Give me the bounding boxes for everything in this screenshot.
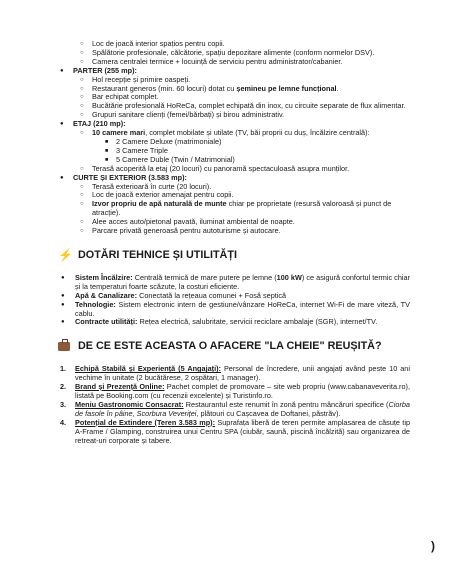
briefcase-icon	[58, 341, 72, 353]
text: Centrală termică de mare putere pe lemne (	[132, 272, 277, 282]
document-content	[58, 40, 410, 446]
section-heading-turnkey	[58, 340, 410, 353]
numbered-item	[58, 383, 410, 401]
text: Conectată la rețeaua comunei + Fosă septică	[137, 290, 287, 300]
item-number: 4.	[60, 417, 67, 427]
item-number: 1.	[60, 364, 67, 374]
sub-list-item: ■ 5 Camere Duble (Twin / Matrimonial)	[58, 156, 410, 165]
text: Rețea electrică, salubritate, servicii reciclare ambalaje (SGR), internet/TV.	[137, 317, 378, 327]
item-label: Tehnologie:	[75, 299, 116, 309]
list-item: ○ Bar echipat complet.	[58, 93, 410, 102]
list-item	[58, 318, 410, 327]
text: Personal de încredere, unii angajați având peste 10 ani vechime în unitate (2 bucătărese, 2 ospătari, 1 manager).	[75, 364, 410, 383]
utilities-list	[58, 274, 410, 327]
top-list	[58, 40, 410, 67]
item-label: Sistem Încălzire:	[75, 272, 133, 282]
heading-text: DOTĂRI TEHNICE ȘI UTILITĂȚI	[78, 248, 237, 261]
text: , plătouri cu Cașcavea de Doftanei, păstrăv).	[196, 408, 341, 418]
list-item: ○ Hol recepție și primire oaspeți.	[58, 76, 410, 85]
list-item: ○ Alee acces auto/pietonal pavată, iluminat ambiental de noapte.	[58, 218, 410, 227]
parter-list	[58, 67, 410, 120]
list-item: ○ Terasă acoperită la etaj (20 locuri) cu panoramă spectaculoasă asupra munților.	[58, 165, 410, 174]
italic-text: Ciorba de fasole în pâine, Scorbura Veveriței	[75, 400, 410, 418]
text: Suprafața liberă de teren permite amplasarea de căsuțe tip A-Frame / Glamping, construirea unui Centru SPA (ciubăr, saună, piscină încălzită) sau organizarea de retreat-uri corporate și tabere.	[75, 417, 411, 445]
item-label: Contracte utilități:	[75, 317, 138, 327]
bold-text: șemineu pe lemne funcțional	[236, 83, 337, 93]
text: .	[336, 83, 339, 93]
list-item	[58, 274, 410, 292]
text: Pachet complet de promovare – site web propriu (www.cabanaveverita.ro), listată pe Booking.com (cu recenzii excelente) și Turistinfo.ro.	[75, 382, 410, 401]
sub-list-item: ■ 3 Camere Triple	[58, 147, 410, 156]
item-label: Echipă Stabilă și Experiență (5 Angajați):	[75, 364, 221, 374]
etaj-title: ● ETAJ (210 mp):	[58, 120, 410, 129]
item-number: 3.	[60, 400, 67, 409]
text: Sistem electronic intern de gestiune/vânzare HoReCa, internet Wi-Fi de mare viteză, TV cablu.	[75, 299, 410, 318]
item-label: Potențial de Extindere (Teren 3.583 mp):	[75, 417, 216, 427]
parter-title: ● PARTER (255 mp):	[58, 67, 410, 76]
list-item: ○ Terasă exterioară în curte (20 locuri).	[58, 183, 410, 192]
numbered-item	[58, 365, 410, 383]
list-item: ○ Grupuri sanitare clienți (femei/bărbați) și birou administrativ.	[58, 111, 410, 120]
item-label: Apă & Canalizare:	[75, 290, 138, 300]
bold-text: Izvor propriu de apă naturală de munte	[92, 199, 227, 209]
list-item: ○ Loc de joacă interior spațios pentru copii.	[58, 40, 410, 49]
text: Restaurantul este renumit în zonă pentru mâncăruri specifice (	[183, 400, 389, 409]
list-item: ○ Parcare privată generoasă pentru autoturisme și autocare.	[58, 227, 410, 236]
etaj-list	[58, 120, 410, 173]
text: ) ce asigură confortul termic chiar și la temperaturi foarte scăzute, la costuri eficiente.	[75, 272, 410, 291]
bold-text: 10 camere mari	[92, 128, 146, 138]
item-label: Brand și Prezență Online:	[75, 382, 165, 392]
numbered-item	[58, 401, 410, 419]
list-item: ○ Loc de joacă exterior amenajat pentru copii.	[58, 191, 410, 200]
heading-text: DE CE ESTE ACEASTA O AFACERE "LA CHEIE" REUȘITĂ?	[78, 340, 382, 353]
text: chiar pe proprietate (resursă valoroasă și punct de atracție).	[92, 199, 392, 218]
list-item: ○ Bucătărie profesională HoReCa, complet echipată din inox, cu circuite separate de flux alimentar.	[58, 102, 410, 111]
list-item	[58, 129, 410, 138]
text: , complet mobilate și utilate (TV, băi proprii cu duș, încălzire centrală):	[145, 128, 370, 138]
item-label: Meniu Gastronomic Consacrat:	[75, 400, 184, 409]
numbered-item	[58, 419, 410, 446]
page-mark: )	[431, 539, 435, 553]
list-item	[58, 200, 410, 218]
list-item: ○ Camera centralei termice + locuință de serviciu pentru administrator/cabanier.	[58, 58, 410, 67]
list-item	[58, 301, 410, 319]
text: Restaurant generos (min. 60 locuri) dotat cu	[92, 83, 237, 93]
bold-text: 100 kW	[276, 272, 302, 282]
curte-title: ● CURTE ȘI EXTERIOR (3.583 mp):	[58, 174, 410, 183]
lightning-icon: ⚡	[58, 248, 73, 263]
curte-list	[58, 174, 410, 236]
turnkey-list	[58, 365, 410, 445]
sub-list-item: ■ 2 Camere Deluxe (matrimoniale)	[58, 138, 410, 147]
section-heading-utilities	[58, 249, 410, 262]
item-number: 2.	[60, 382, 67, 392]
list-item: ○ Spălătorie profesionale, călcătorie, spațiu depozitare alimente (conform normelor DSV).	[58, 49, 410, 58]
